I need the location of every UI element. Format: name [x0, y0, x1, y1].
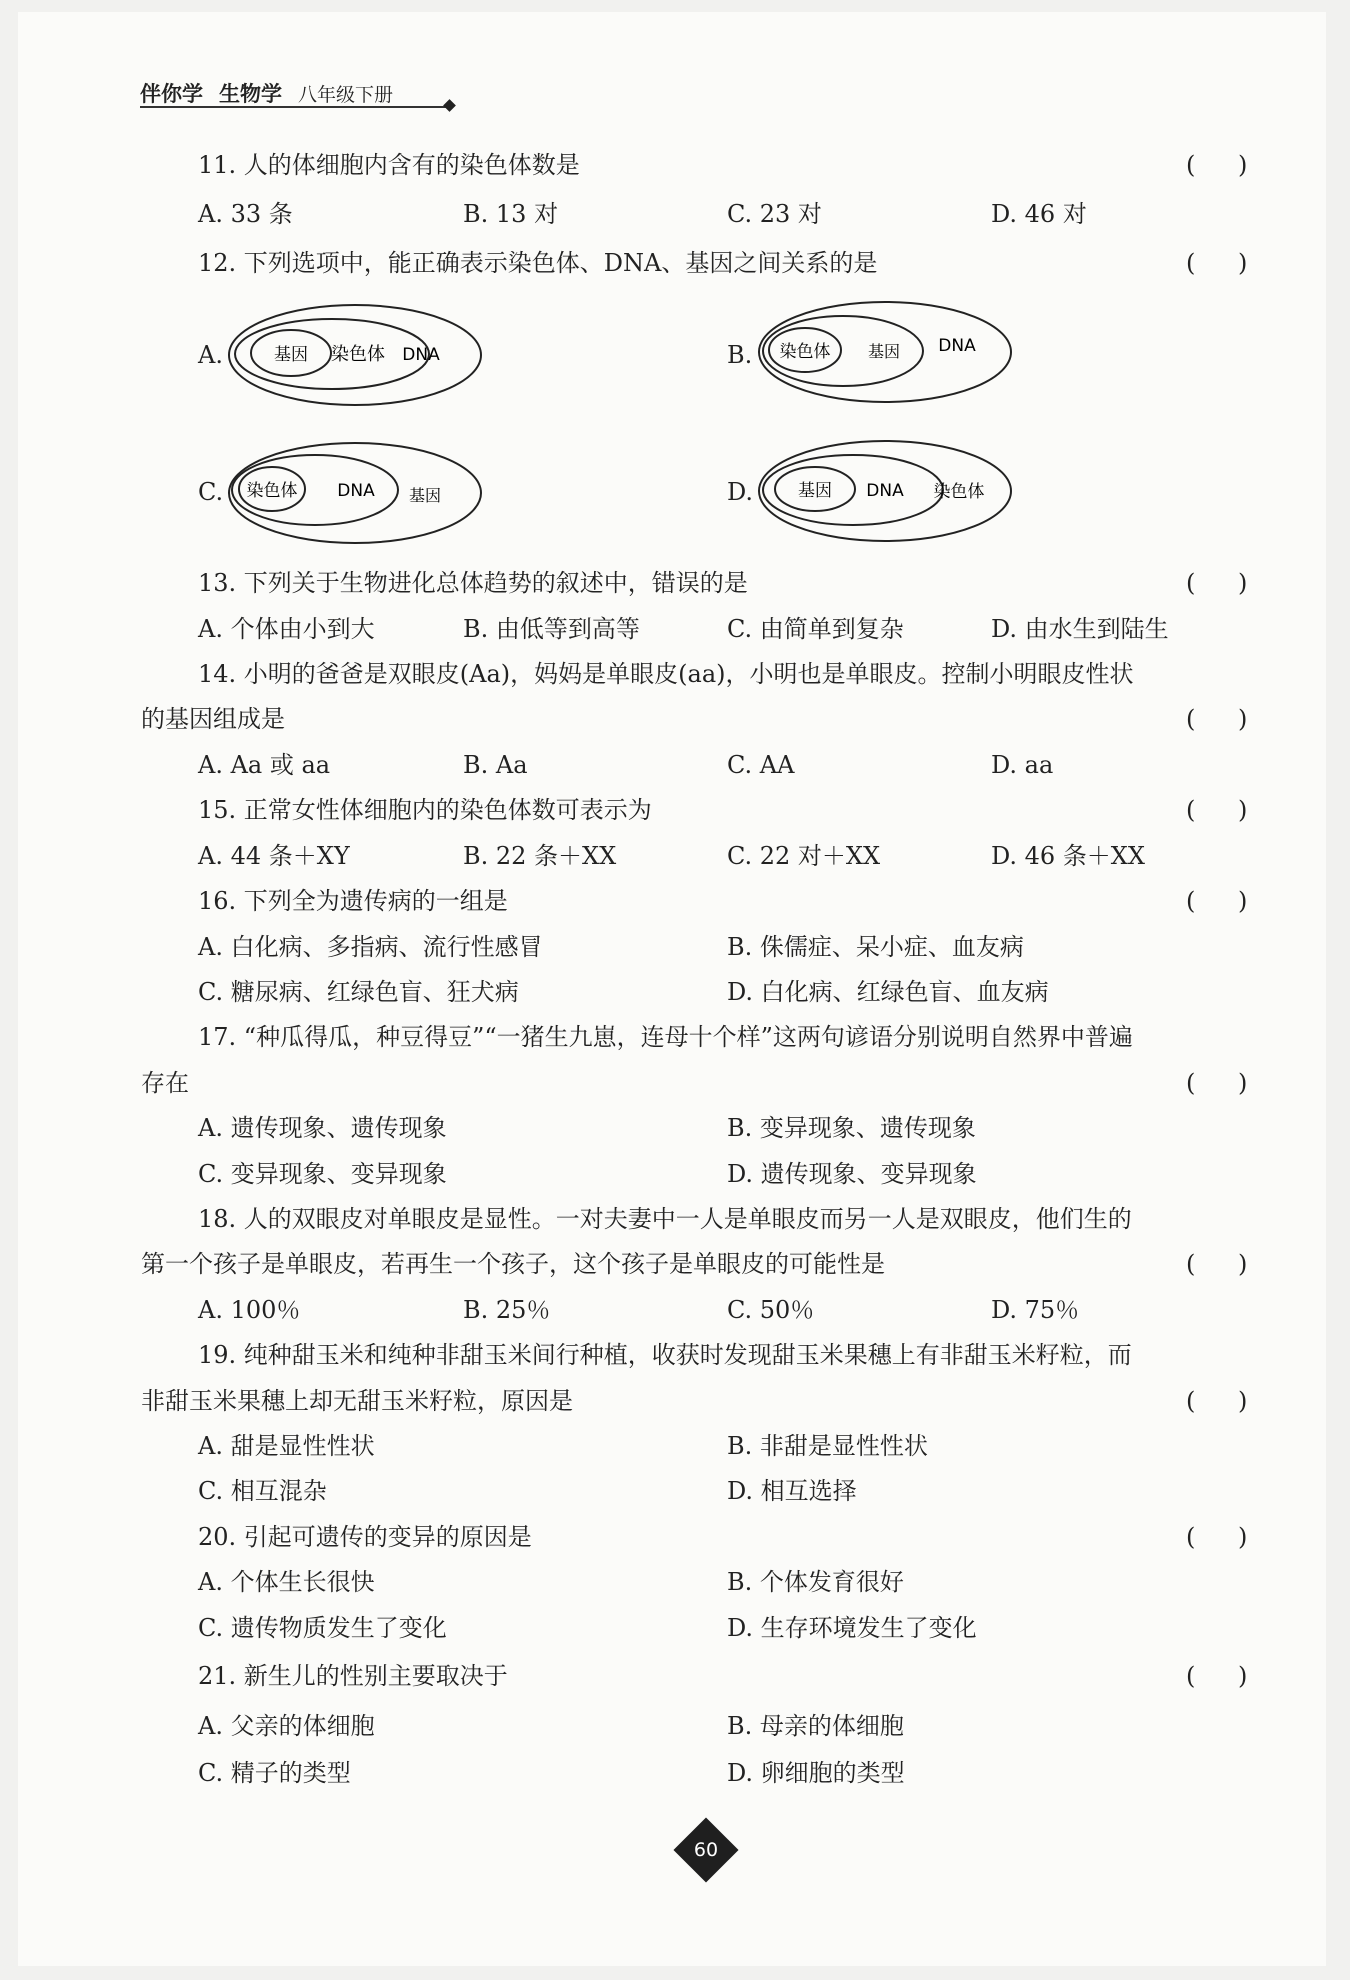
q15-option-b[interactable]: B. 22 条＋XX: [463, 842, 617, 870]
q12-answer-bracket[interactable]: ( ): [1186, 249, 1248, 277]
q21-option-a[interactable]: A. 父亲的体细胞: [198, 1712, 375, 1740]
q19-stem-line2: 非甜玉米果穗上却无甜玉米籽粒，原因是: [141, 1387, 573, 1415]
q21-option-c[interactable]: C. 精子的类型: [198, 1759, 351, 1787]
q12-d-inner-label: 基因: [798, 481, 832, 501]
q11-answer-bracket[interactable]: ( ): [1186, 151, 1248, 179]
q19-option-b[interactable]: B. 非甜是显性性状: [727, 1432, 928, 1460]
q12-d-middle-label: DNA: [866, 481, 904, 501]
q18-option-c[interactable]: C. 50％: [727, 1296, 815, 1324]
q14-stem-line2: 的基因组成是: [141, 705, 285, 733]
q12-option-c-label[interactable]: C.: [198, 478, 224, 506]
q12-a-middle-label: 染色体: [331, 344, 385, 365]
q18-stem-line2: 第一个孩子是单眼皮，若再生一个孩子，这个孩子是单眼皮的可能性是: [141, 1250, 885, 1278]
q12-a-inner-label: 基因: [274, 345, 308, 365]
q11-stem: 11. 人的体细胞内含有的染色体数是: [198, 151, 580, 179]
q13-answer-bracket[interactable]: ( ): [1186, 569, 1248, 597]
q15-stem: 15. 正常女性体细胞内的染色体数可表示为: [198, 796, 652, 824]
q13-option-b[interactable]: B. 由低等到高等: [463, 615, 640, 643]
q12-b-outer-label: DNA: [938, 336, 976, 356]
q16-option-d[interactable]: D. 白化病、红绿色盲、血友病: [727, 978, 1049, 1006]
page-number: 60: [693, 1839, 719, 1861]
q13-option-c[interactable]: C. 由简单到复杂: [727, 615, 904, 643]
q13-stem: 13. 下列关于生物进化总体趋势的叙述中，错误的是: [198, 569, 748, 597]
q17-option-a[interactable]: A. 遗传现象、遗传现象: [198, 1114, 447, 1142]
q12-diagram-d[interactable]: [755, 434, 1017, 546]
q16-option-c[interactable]: C. 糖尿病、红绿色盲、狂犬病: [198, 978, 519, 1006]
q15-option-c[interactable]: C. 22 对＋XX: [727, 842, 881, 870]
q20-option-c[interactable]: C. 遗传物质发生了变化: [198, 1614, 447, 1642]
q13-option-a[interactable]: A. 个体由小到大: [198, 615, 375, 643]
q20-answer-bracket[interactable]: ( ): [1186, 1523, 1248, 1551]
q14-option-c[interactable]: C. AA: [727, 751, 795, 779]
q12-d-outer-label: 染色体: [933, 482, 985, 502]
q19-option-c[interactable]: C. 相互混杂: [198, 1477, 327, 1505]
q12-diagram-c[interactable]: [225, 436, 487, 548]
q11-option-c[interactable]: C. 23 对: [727, 200, 822, 228]
q20-option-d[interactable]: D. 生存环境发生了变化: [727, 1614, 977, 1642]
q21-stem: 21. 新生儿的性别主要取决于: [198, 1662, 508, 1690]
q12-a-outer-label: DNA: [402, 345, 440, 365]
q12-c-inner-label: 染色体: [246, 481, 298, 501]
page-header: [140, 78, 393, 108]
q18-option-b[interactable]: B. 25％: [463, 1296, 551, 1324]
q18-answer-bracket[interactable]: ( ): [1186, 1250, 1248, 1278]
subject-title: 生物学: [219, 82, 282, 106]
q14-option-a[interactable]: A. Aa 或 aa: [198, 751, 331, 779]
q12-c-outer-label: 基因: [408, 486, 442, 505]
q20-option-a[interactable]: A. 个体生长很快: [198, 1568, 375, 1596]
q11-option-d[interactable]: D. 46 对: [991, 200, 1087, 228]
q12-c-middle-label: DNA: [337, 481, 375, 501]
q18-option-d[interactable]: D. 75％: [991, 1296, 1080, 1324]
q19-stem-line1: 19. 纯种甜玉米和纯种非甜玉米间行种植，收获时发现甜玉米果穗上有非甜玉米籽粒，而: [198, 1341, 1132, 1369]
q12-option-b-label[interactable]: B.: [727, 341, 753, 369]
q11-option-a[interactable]: A. 33 条: [198, 200, 293, 228]
q17-answer-bracket[interactable]: ( ): [1186, 1069, 1248, 1097]
q17-stem-line2: 存在: [141, 1069, 189, 1097]
q13-option-d[interactable]: D. 由水生到陆生: [991, 615, 1169, 643]
q17-option-c[interactable]: C. 变异现象、变异现象: [198, 1160, 447, 1188]
q12-b-inner-label: 染色体: [779, 342, 831, 362]
q19-answer-bracket[interactable]: ( ): [1186, 1387, 1248, 1415]
q15-option-d[interactable]: D. 46 条＋XX: [991, 842, 1145, 870]
q20-option-b[interactable]: B. 个体发育很好: [727, 1568, 904, 1596]
grade-label: 八年级下册: [298, 84, 394, 106]
q21-answer-bracket[interactable]: ( ): [1186, 1662, 1248, 1690]
q18-stem-line1: 18. 人的双眼皮对单眼皮是显性。一对夫妻中一人是单眼皮而另一人是双眼皮，他们生的: [198, 1205, 1132, 1233]
q16-stem: 16. 下列全为遗传病的一组是: [198, 887, 508, 915]
q17-option-d[interactable]: D. 遗传现象、变异现象: [727, 1160, 977, 1188]
q14-option-b[interactable]: B. Aa: [463, 751, 528, 779]
q14-stem-line1: 14. 小明的爸爸是双眼皮(Aa)，妈妈是单眼皮(aa)，小明也是单眼皮。控制小明眼皮性状: [198, 660, 1134, 688]
q15-option-a[interactable]: A. 44 条＋XY: [198, 842, 350, 870]
q21-option-b[interactable]: B. 母亲的体细胞: [727, 1712, 904, 1740]
q12-diagram-a[interactable]: [225, 298, 487, 410]
q11-option-b[interactable]: B. 13 对: [463, 200, 559, 228]
q19-option-d[interactable]: D. 相互选择: [727, 1477, 857, 1505]
q16-answer-bracket[interactable]: ( ): [1186, 887, 1248, 915]
q16-option-a[interactable]: A. 白化病、多指病、流行性感冒: [198, 933, 543, 961]
q12-option-d-label[interactable]: D.: [727, 478, 754, 506]
q12-diagram-b[interactable]: [755, 295, 1017, 407]
q12-stem: 12. 下列选项中，能正确表示染色体、DNA、基因之间关系的是: [198, 249, 878, 277]
q16-option-b[interactable]: B. 侏儒症、呆小症、血友病: [727, 933, 1024, 961]
q19-option-a[interactable]: A. 甜是显性性状: [198, 1432, 375, 1460]
header-rule: [140, 106, 450, 108]
q17-stem-line1: 17. “种瓜得瓜，种豆得豆”“一猪生九崽，连母十个样”这两句谚语分别说明自然界中普遍: [198, 1023, 1133, 1051]
q15-answer-bracket[interactable]: ( ): [1186, 796, 1248, 824]
q18-option-a[interactable]: A. 100％: [198, 1296, 301, 1324]
brand-title: 伴你学: [140, 82, 203, 106]
q12-b-middle-label: 基因: [867, 342, 901, 361]
q21-option-d[interactable]: D. 卵细胞的类型: [727, 1759, 905, 1787]
q14-option-d[interactable]: D. aa: [991, 751, 1054, 779]
q20-stem: 20. 引起可遗传的变异的原因是: [198, 1523, 532, 1551]
q12-option-a-label[interactable]: A.: [198, 341, 223, 369]
q17-option-b[interactable]: B. 变异现象、遗传现象: [727, 1114, 976, 1142]
q14-answer-bracket[interactable]: ( ): [1186, 705, 1248, 733]
